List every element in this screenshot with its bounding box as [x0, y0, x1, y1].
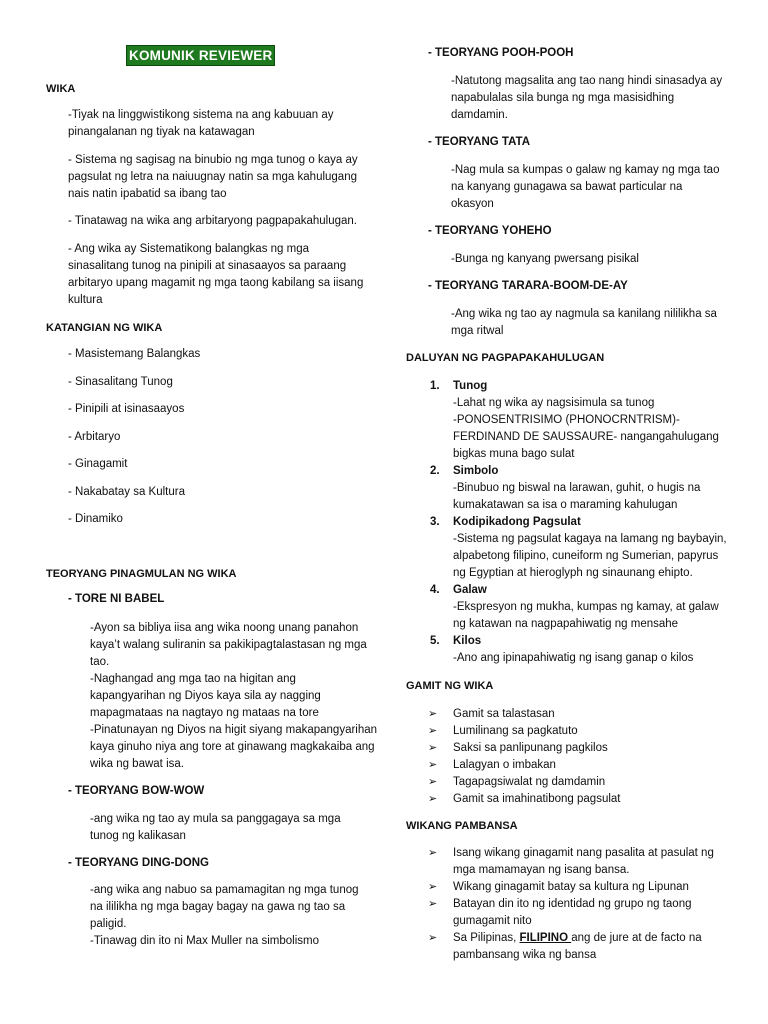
- daluyan-text-2: -Binubuo ng biswal na larawan, guhit, o hugis na kumakatawan sa isa o maraming kahulugan: [453, 482, 701, 511]
- daluyan-item-4: [406, 582, 736, 633]
- arrow-bullet-icon: ➢: [428, 759, 438, 771]
- arrow-bullet-icon: ➢: [428, 898, 438, 910]
- babel-text-1: -Ayon sa bibliya iisa ang wika noong unang panahon kaya’t walang suliranin sa pakikipagtalastasan ng mga tao.: [90, 622, 367, 668]
- daluyan-title-1: Tunog: [453, 380, 488, 392]
- daluyan-num-2: 2.: [430, 465, 440, 477]
- wika-item-3: - Tinatawag na wika ang arbitaryong pagpapakahulugan.: [68, 215, 357, 227]
- daluyan-num-4: 4.: [430, 584, 440, 596]
- babel-text-2: -Naghangad ang mga tao na higitan ang kapangyarihan ng Diyos kaya sila ay nagging mapagmataas na nagtayo ng mataas na tore: [90, 673, 321, 719]
- gamit-item-2: [406, 723, 736, 740]
- tore-ni-babel-title: - TORE NI BABEL: [68, 593, 165, 605]
- daluyan-text-3: -Sistema ng pagsulat kagaya na lamang ng baybayin, alpabetong filipino, cuneiform ng Sumerian, papyrus ng Egyptian at hieroglyph ng sinaunang ehipto.: [453, 533, 727, 579]
- tarara-text: -Ang wika ng tao ay nagmula sa kanilang nililikha sa mga ritwal: [451, 308, 717, 337]
- daluyan-title-5: Kilos: [453, 635, 482, 647]
- daluyan-num-1: 1.: [430, 380, 440, 392]
- pambansa-text-4-pre: Sa Pilipinas,: [453, 932, 520, 944]
- pambansa-item-3: [406, 896, 718, 930]
- daluyan-item-3: [406, 514, 736, 582]
- daluyan-title-4: Galaw: [453, 584, 487, 596]
- tarara-title: - TEORYANG TARARA-BOOM-DE-AY: [428, 280, 628, 292]
- daluyan-text-4: -Ekspresyon ng mukha, kumpas ng kamay, at galaw ng katawan na nagpapahiwatig ng mensahe: [453, 601, 719, 630]
- daluyan-item-2: [406, 463, 736, 514]
- document-title: KOMUNIK REVIEWER: [126, 45, 275, 66]
- katangian-item-3: - Pinipili at isinasaayos: [68, 403, 185, 415]
- katangian-heading: KATANGIAN NG WIKA: [46, 322, 163, 334]
- gamit-text-6: Gamit sa imahinatibong pagsulat: [453, 793, 621, 805]
- ding-dong-text-2: -Tinawag din ito ni Max Muller na simbolismo: [90, 935, 320, 947]
- teorya-heading: TEORYANG PINAGMULAN NG WIKA: [46, 568, 237, 580]
- gamit-item-1: [406, 706, 736, 723]
- gamit-item-6: [406, 791, 736, 808]
- katangian-item-4: - Arbitaryo: [68, 431, 121, 443]
- arrow-bullet-icon: ➢: [428, 881, 438, 893]
- gamit-text-2: Lumilinang sa pagkatuto: [453, 725, 578, 737]
- wika-item-2: - Sistema ng sagisag na binubio ng mga tunog o kaya ay pagsulat ng letra na naiuugnay natin sa mga kahulugang nais natin ipabatid sa ibang tao: [68, 154, 358, 200]
- daluyan-title-2: Simbolo: [453, 465, 499, 477]
- pambansa-list: [406, 845, 736, 964]
- pambansa-text-2: Wikang ginagamit batay sa kultura ng Lipunan: [453, 881, 689, 893]
- katangian-item-1: - Masistemang Balangkas: [68, 348, 201, 360]
- yoheho-text: -Bunga ng kanyang pwersang pisikal: [451, 253, 639, 265]
- gamit-list: [406, 706, 736, 808]
- wika-item-1: -Tiyak na linggwistikong sistema na ang kabuuan ay pinangalanan ng tiyak na katawagan: [68, 109, 334, 138]
- pambansa-heading: WIKANG PAMBANSA: [406, 820, 518, 832]
- daluyan-num-3: 3.: [430, 516, 440, 528]
- daluyan-text-1: -Lahat ng wika ay nagsisimula sa tunog -PONOSENTRISIMO (PHONOCRNTRISM)- FERDINAND DE SAUSSAURE- nangangahulugang bigkas muna bago sulat: [453, 397, 719, 460]
- bow-wow-text: -ang wika ng tao ay mula sa panggagaya sa mga tunog ng kalikasan: [90, 813, 341, 842]
- arrow-bullet-icon: ➢: [428, 847, 438, 859]
- gamit-text-1: Gamit sa talastasan: [453, 708, 555, 720]
- pambansa-text-3: Batayan din ito ng identidad ng grupo ng taong gumagamit nito: [453, 898, 692, 927]
- arrow-bullet-icon: ➢: [428, 742, 438, 754]
- daluyan-title-3: Kodipikadong Pagsulat: [453, 516, 581, 528]
- gamit-text-5: Tagapagsiwalat ng damdamin: [453, 776, 606, 788]
- bow-wow-title: - TEORYANG BOW-WOW: [68, 785, 205, 797]
- daluyan-num-5: 5.: [430, 635, 440, 647]
- gamit-item-4: [406, 757, 736, 774]
- daluyan-item-1: [406, 378, 736, 463]
- pambansa-item-1: [406, 845, 718, 879]
- gamit-heading: GAMIT NG WIKA: [406, 680, 494, 692]
- ding-dong-title: - TEORYANG DING-DONG: [68, 857, 209, 869]
- title-block: [126, 48, 275, 63]
- arrow-bullet-icon: ➢: [428, 793, 438, 805]
- gamit-text-4: Lalagyan o imbakan: [453, 759, 556, 771]
- katangian-item-2: - Sinasalitang Tunog: [68, 376, 173, 388]
- pambansa-item-4: [406, 930, 723, 964]
- babel-text-3: -Pinatunayan ng Diyos na higit siyang makapangyarihan kaya ginuho niya ang tore at ginawang magkakaiba ang wika ng bawat isa.: [90, 724, 378, 770]
- pambansa-text-4-post: ang de jure at de facto na pambansang wika ng bansa: [453, 932, 702, 961]
- daluyan-text-5: -Ano ang ipinapahiwatig ng isang ganap o kilos: [453, 652, 694, 664]
- arrow-bullet-icon: ➢: [428, 776, 438, 788]
- katangian-item-5: - Ginagamit: [68, 458, 128, 470]
- gamit-text-3: Saksi sa panlipunang pagkilos: [453, 742, 608, 754]
- gamit-item-5: [406, 774, 736, 791]
- daluyan-list: [406, 378, 736, 667]
- tata-text: -Nag mula sa kumpas o galaw ng kamay ng mga tao na kanyang gunagawa sa bawat particular na okasyon: [451, 164, 720, 210]
- katangian-item-6: - Nakabatay sa Kultura: [68, 486, 185, 498]
- pambansa-item-2: [406, 879, 736, 896]
- pooh-pooh-text: -Natutong magsalita ang tao nang hindi sinasadya ay napabulalas sila bunga ng mga masisidhing damdamin.: [451, 75, 723, 121]
- tata-title: - TEORYANG TATA: [428, 136, 531, 148]
- gamit-item-3: [406, 740, 736, 757]
- arrow-bullet-icon: ➢: [428, 708, 438, 720]
- yoheho-title: - TEORYANG YOHEHO: [428, 225, 552, 237]
- pambansa-text-1: Isang wikang ginagamit nang pasalita at pasulat ng mga mamamayan ng isang bansa.: [453, 847, 714, 876]
- daluyan-heading: DALUYAN NG PAGPAPAKAHULUGAN: [406, 352, 605, 364]
- ding-dong-text: -ang wika ang nabuo sa pamamagitan ng mga tunog na ililikha ng mga bagay bagay na gawa ng tao sa paligid.: [90, 884, 359, 930]
- pooh-pooh-title: - TEORYANG POOH-POOH: [428, 47, 574, 59]
- filipino-emphasis: FILIPINO: [519, 932, 572, 944]
- wika-item-4: - Ang wika ay Sistematikong balangkas ng mga sinasalitang tunog na pinipili at sinasaayos sa paraang arbitaryo upang magamit ng mga taong kabilang sa iisang kultura: [68, 243, 364, 306]
- arrow-bullet-icon: ➢: [428, 725, 438, 737]
- arrow-bullet-icon: ➢: [428, 932, 438, 944]
- katangian-item-7: - Dinamiko: [68, 513, 123, 525]
- daluyan-item-5: [406, 633, 736, 667]
- wika-heading: WIKA: [46, 83, 76, 95]
